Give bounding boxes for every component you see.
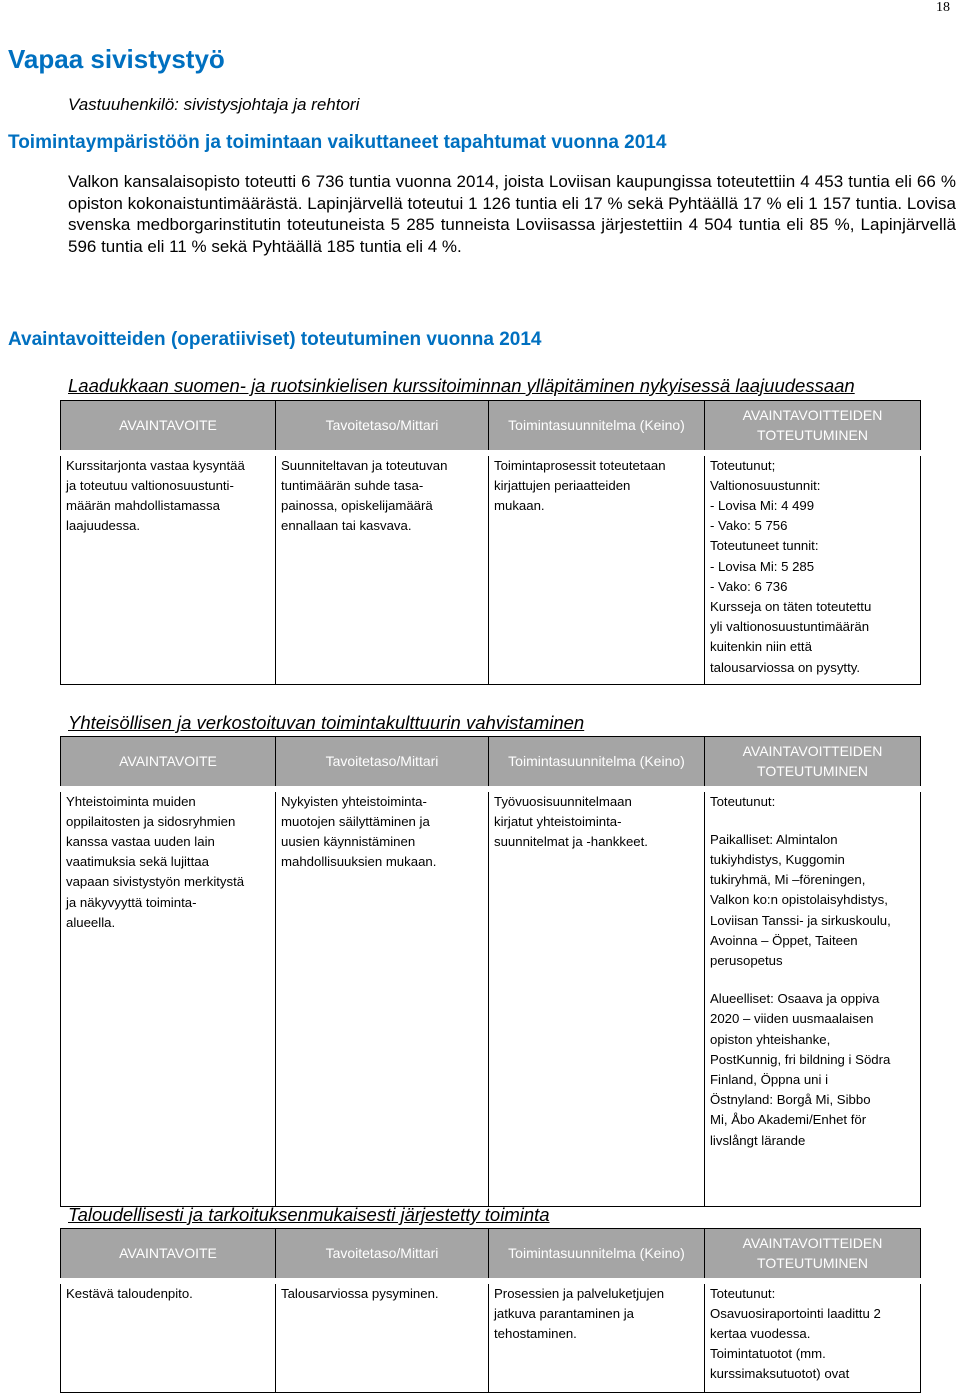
responsible-person: Vastuuhenkilö: sivistysjohtaja ja rehtori [68,95,360,114]
page-title: Vapaa sivistystyö [8,44,225,74]
column-header-result: AVAINTAVOITTEIDEN TOTEUTUMINEN [705,737,921,789]
section-title-finances: Taloudellisesti ja tarkoituksenmukaisesti järjestetty toiminta [68,1204,550,1225]
events-heading: Toimintaympäristöön ja toimintaan vaikuttaneet tapahtumat vuonna 2014 [8,132,667,153]
result-cell: Toteutunut: Osavuosiraportointi laadittu 2 kertaa vuodessa. Toimintatuotot (mm. kurssimaksutuotot) ovat [705,1281,921,1393]
result-local-partners: Paikalliset: Almintalon tukiyhdistys, Kuggomin tukiryhmä, Mi –föreningen, Valkon ko:n opistolaisyhdistys, Loviisan Tanssi- ja sirkuskoulu, Avoinna – Öppet, Taiteen perusopetus [710,831,891,968]
goal-cell: Yhteistoiminta muiden oppilaitosten ja sidosryhmien kanssa vastaa uuden lain vaatimuksia sekä lujittaa vapaan sivistystyön merkitystä ja näkyvyyttä toiminta- alueella. [61,789,276,1207]
result-regional-partners: Alueelliset: Osaava ja oppiva 2020 – viiden uusmaalaisen opiston yhteishanke, PostKunnig, fri bildning i Södra Finland, Öppna uni i Östnyland: Borgå Mi, Sibbo Mi, Åbo Akademi/Enhet för livslångt lärande [710,991,891,1148]
goal-table-community-culture [60,736,921,1207]
column-header-plan: Toimintasuunnitelma (Keino) [489,401,705,453]
column-header-result: AVAINTAVOITTEIDEN TOTEUTUMINEN [705,401,921,453]
goal-cell: Kestävä taloudenpito. [61,1281,276,1393]
column-header-goal: AVAINTAVOITE [61,737,276,789]
column-header-plan: Toimintasuunnitelma (Keino) [489,737,705,789]
plan-cell: Prosessien ja palveluketjujen jatkuva parantaminen ja tehostaminen. [489,1281,705,1393]
column-header-target: Tavoitetaso/Mittari [276,401,489,453]
page-number: 18 [936,0,950,15]
target-cell: Talousarviossa pysyminen. [276,1281,489,1393]
goal-table-quality-courses [60,400,921,685]
column-header-goal: AVAINTAVOITE [61,401,276,453]
result-cell [705,789,921,1207]
goals-heading: Avaintavoitteiden (operatiiviset) toteutuminen vuonna 2014 [8,329,542,350]
goal-table-finances [60,1228,921,1393]
section-title-quality-courses: Laadukkaan suomen- ja ruotsinkielisen kurssitoiminnan ylläpitäminen nykyisessä laajuudessaan [68,375,855,396]
column-header-target: Tavoitetaso/Mittari [276,1229,489,1281]
column-header-result: AVAINTAVOITTEIDEN TOTEUTUMINEN [705,1229,921,1281]
target-cell: Nykyisten yhteistoiminta- muotojen säilyttäminen ja uusien käynnistäminen mahdollisuuksien mukaan. [276,789,489,1207]
goal-cell: Kurssitarjonta vastaa kysyntää ja toteutuu valtionosuustunti- määrän mahdollistamassa laajuudessa. [61,453,276,685]
result-status: Toteutunut: [710,793,776,809]
intro-paragraph: Valkon kansalaisopisto toteutti 6 736 tuntia vuonna 2014, joista Loviisan kaupungissa toteutettiin 4 453 tuntia eli 66 % opiston kokonaistuntimäärästä. Lapinjärvellä toteutui 1 126 tuntia eli 17 % sekä Pyhtäällä 17 % eli 1 157 tuntia. Lovisa svenska medborgarinstitutin toteutuneista 5 285 tunneista Loviisassa järjestettiin 4 504 tuntia eli 85 %, Lapinjärvellä 596 tuntia eli 11 % sekä Pyhtäällä 185 tuntia eli 4 %. [68,172,956,256]
plan-cell: Työvuosisuunnitelmaan kirjatut yhteistoiminta- suunnitelmat ja -hankkeet. [489,789,705,1207]
column-header-plan: Toimintasuunnitelma (Keino) [489,1229,705,1281]
column-header-target: Tavoitetaso/Mittari [276,737,489,789]
plan-cell: Toimintaprosessit toteutetaan kirjattujen periaatteiden mukaan. [489,453,705,685]
result-cell: Toteutunut; Valtionosuustunnit: - Lovisa Mi: 4 499 - Vako: 5 756 Toteutuneet tunnit: - Lovisa Mi: 5 285 - Vako: 6 736 Kursseja on täten toteutettu yli valtionosuustuntimäärän kuitenkin niin että talousarviossa on pysytty. [705,453,921,685]
target-cell: Suunniteltavan ja toteutuvan tuntimäärän suhde tasa- painossa, opiskelijamäärä ennallaan tai kasvava. [276,453,489,685]
section-title-community-culture: Yhteisöllisen ja verkostoituvan toimintakulttuurin vahvistaminen [68,712,585,733]
column-header-goal: AVAINTAVOITE [61,1229,276,1281]
